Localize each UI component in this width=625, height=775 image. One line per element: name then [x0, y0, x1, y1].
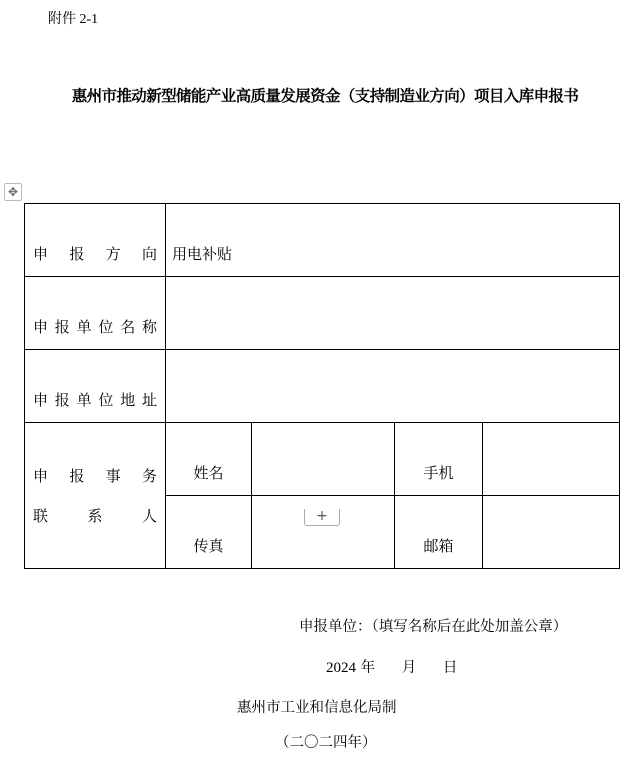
- table-move-handle-icon[interactable]: ✥: [4, 183, 22, 201]
- date-year: 2024: [326, 660, 356, 676]
- attachment-label: 附件 2-1: [48, 12, 99, 27]
- unit-address-value[interactable]: [166, 350, 620, 423]
- table-row: [25, 350, 620, 423]
- fax-label: 传真: [166, 496, 252, 569]
- issuer-line: 惠州市工业和信息化局制: [237, 700, 397, 716]
- issue-year: （二〇二四年）: [275, 735, 377, 751]
- contact-label-line1: 申报事务: [33, 466, 157, 485]
- name-label: 姓名: [166, 423, 252, 496]
- name-value[interactable]: [252, 423, 395, 496]
- date-line: [326, 656, 457, 677]
- email-label: 邮箱: [395, 496, 483, 569]
- phone-value[interactable]: [483, 423, 620, 496]
- date-day: 日: [442, 660, 458, 676]
- table-row: [25, 423, 620, 496]
- email-value[interactable]: [483, 496, 620, 569]
- direction-label: 申报方向: [33, 245, 157, 263]
- applicant-unit-seal-line: 申报单位：（填写名称后在此处加盖公章）: [299, 619, 568, 635]
- table-row: [25, 204, 620, 277]
- fax-value[interactable]: [252, 496, 395, 569]
- date-month: 月: [401, 660, 417, 676]
- table-row: [25, 277, 620, 350]
- unit-address-label-cell: [25, 350, 166, 423]
- add-row-plus-icon[interactable]: +: [304, 509, 340, 526]
- direction-value[interactable]: 用电补贴: [166, 204, 620, 277]
- unit-name-value[interactable]: [166, 277, 620, 350]
- date-year-suffix: 年: [360, 660, 376, 676]
- unit-name-label-cell: [25, 277, 166, 350]
- unit-address-label: 申报单位地址: [33, 391, 157, 409]
- phone-label: 手机: [395, 423, 483, 496]
- contact-label-cell: [25, 423, 166, 569]
- page-title: 惠州市推动新型储能产业高质量发展资金（支持制造业方向）项目入库申报书: [71, 86, 579, 105]
- contact-label-line2: 联系人: [33, 506, 157, 525]
- direction-label-cell: [25, 204, 166, 277]
- unit-name-label: 申报单位名称: [33, 318, 157, 336]
